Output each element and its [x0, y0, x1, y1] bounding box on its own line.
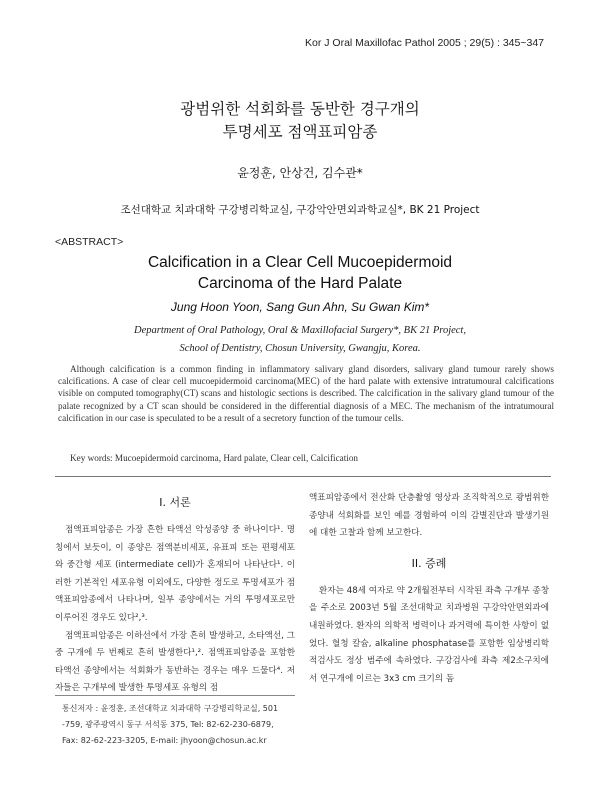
journal-reference: Kor J Oral Maxillofac Pathol 2005 ; 29(5) : 345~347 [304, 37, 544, 49]
body-paragraph: 점액표피암종은 가장 흔한 타액선 악성종양 중 하나이다¹. 명칭에서 보듯이, 이 종양은 점액분비세포, 유표피 또는 편평세포와 중간형 세포 (intermediate cell)가 혼재되어 나타난다¹. 이러한 기본적인 세포유형 이외에도, 다양한 정도로 투명세포가 점액표피암종에서 나타나며, 일부 종양에서는 거의 투명세포로만 이루어진 경우도 있다²,³. [55, 525, 295, 623]
english-affiliation-line1: Department of Oral Pathology, Oral & Maxillofacial Surgery*, BK 21 Project, [134, 325, 466, 336]
section-divider [55, 476, 551, 477]
body-paragraph: 환자는 48세 여자로 약 2개월전부터 시작된 좌측 구개부 종창을 주소로 2003년 5월 조선대학교 치과병원 구강악안면외과에 내원하였다. 환자의 의학적 병력이나 과거력에 특이한 사항이 없었다. 혈청 칼슘, alkaline phosphatase를 포함한 임상병리학적검사도 정상 범주에 속하였다. 구강검사에 좌측 제2소구치에서 연구개에 이르는 3x3 cm 크기의 돔 [309, 585, 549, 684]
section-heading-case-report: II. 증례 [411, 556, 447, 570]
footnote-line: -759, 광주광역시 동구 서석동 375, Tel: 82-62-230-6879, [62, 719, 274, 729]
abstract-text: Although calcification is a common finding in inflammatory salivary gland disorders, salivary gland tumour rarely shows calcifications. A case of clear cell mucoepidermoid carcinoma(MEC) of the hard palate with extensive intratumoural calcifications visible on computed tomography(CT) scans and histologic sections is described. The calcification in the salivary gland tumour of the palate recognized by a CT scan should be considered in the differential diagnosis of a MEC. The mechanism of the intratumoural calcification in our case is speculated to be a result of a secretory function of the tumour cells. [58, 364, 554, 423]
correspondence-footnote [62, 701, 292, 748]
english-title [0, 252, 600, 294]
abstract-label: <ABSTRACT> [55, 236, 124, 248]
english-title-line1: Calcification in a Clear Cell Mucoepidermoid [147, 254, 453, 271]
body-paragraph: 점액표피암종은 이하선에서 가장 흔히 발생하고, 소타액선, 그 중 구개에 두 번째로 흔히 발생한다¹,². 점액표피암종을 포함한 타액선 종양에서는 석회화가 동반하는 경우는 매우 드물다⁴. 저자들은 구개부에 발생한 투명세포 유형의 점 [55, 630, 295, 694]
korean-affiliation: 조선대학교 치과대학 구강병리학교실, 구강악안면외과학교실*, BK 21 Project [120, 204, 480, 216]
section-heading-introduction: I. 서론 [159, 496, 191, 509]
footnote-line: 통신저자 : 윤정훈, 조선대학교 치과대학 구강병리학교실, 501 [62, 704, 279, 713]
keywords: Key words: Mucoepidermoid carcinoma, Hard palate, Clear cell, Calcification [70, 453, 359, 463]
footnote-divider [55, 695, 295, 696]
korean-title-line2: 투명세포 점액표피암종 [222, 123, 378, 141]
english-authors: Jung Hoon Yoon, Sang Gun Ahn, Su Gwan Kim* [170, 300, 430, 314]
english-affiliation-line2: School of Dentistry, Chosun University, Gwangju, Korea. [179, 343, 421, 354]
english-affiliation [0, 322, 600, 358]
right-column [309, 490, 549, 688]
footnote-line: Fax: 82-62-223-3205, E-mail: jhyoon@chosun.ac.kr [62, 735, 267, 745]
korean-authors: 윤정훈, 안상건, 김수관* [237, 166, 363, 180]
body-paragraph: 액표피암종에서 전산화 단층촬영 영상과 조직학적으로 광범위한 종양내 석회화를 보인 예를 경험하여 이의 감별진단과 발생기원에 대한 고찰과 함께 보고한다. [309, 493, 549, 539]
korean-title [0, 98, 600, 144]
left-column [55, 490, 295, 698]
korean-title-line1: 광범위한 석회화를 동반한 경구개의 [180, 100, 420, 118]
english-title-line2: Carcinoma of the Hard Palate [197, 275, 403, 292]
